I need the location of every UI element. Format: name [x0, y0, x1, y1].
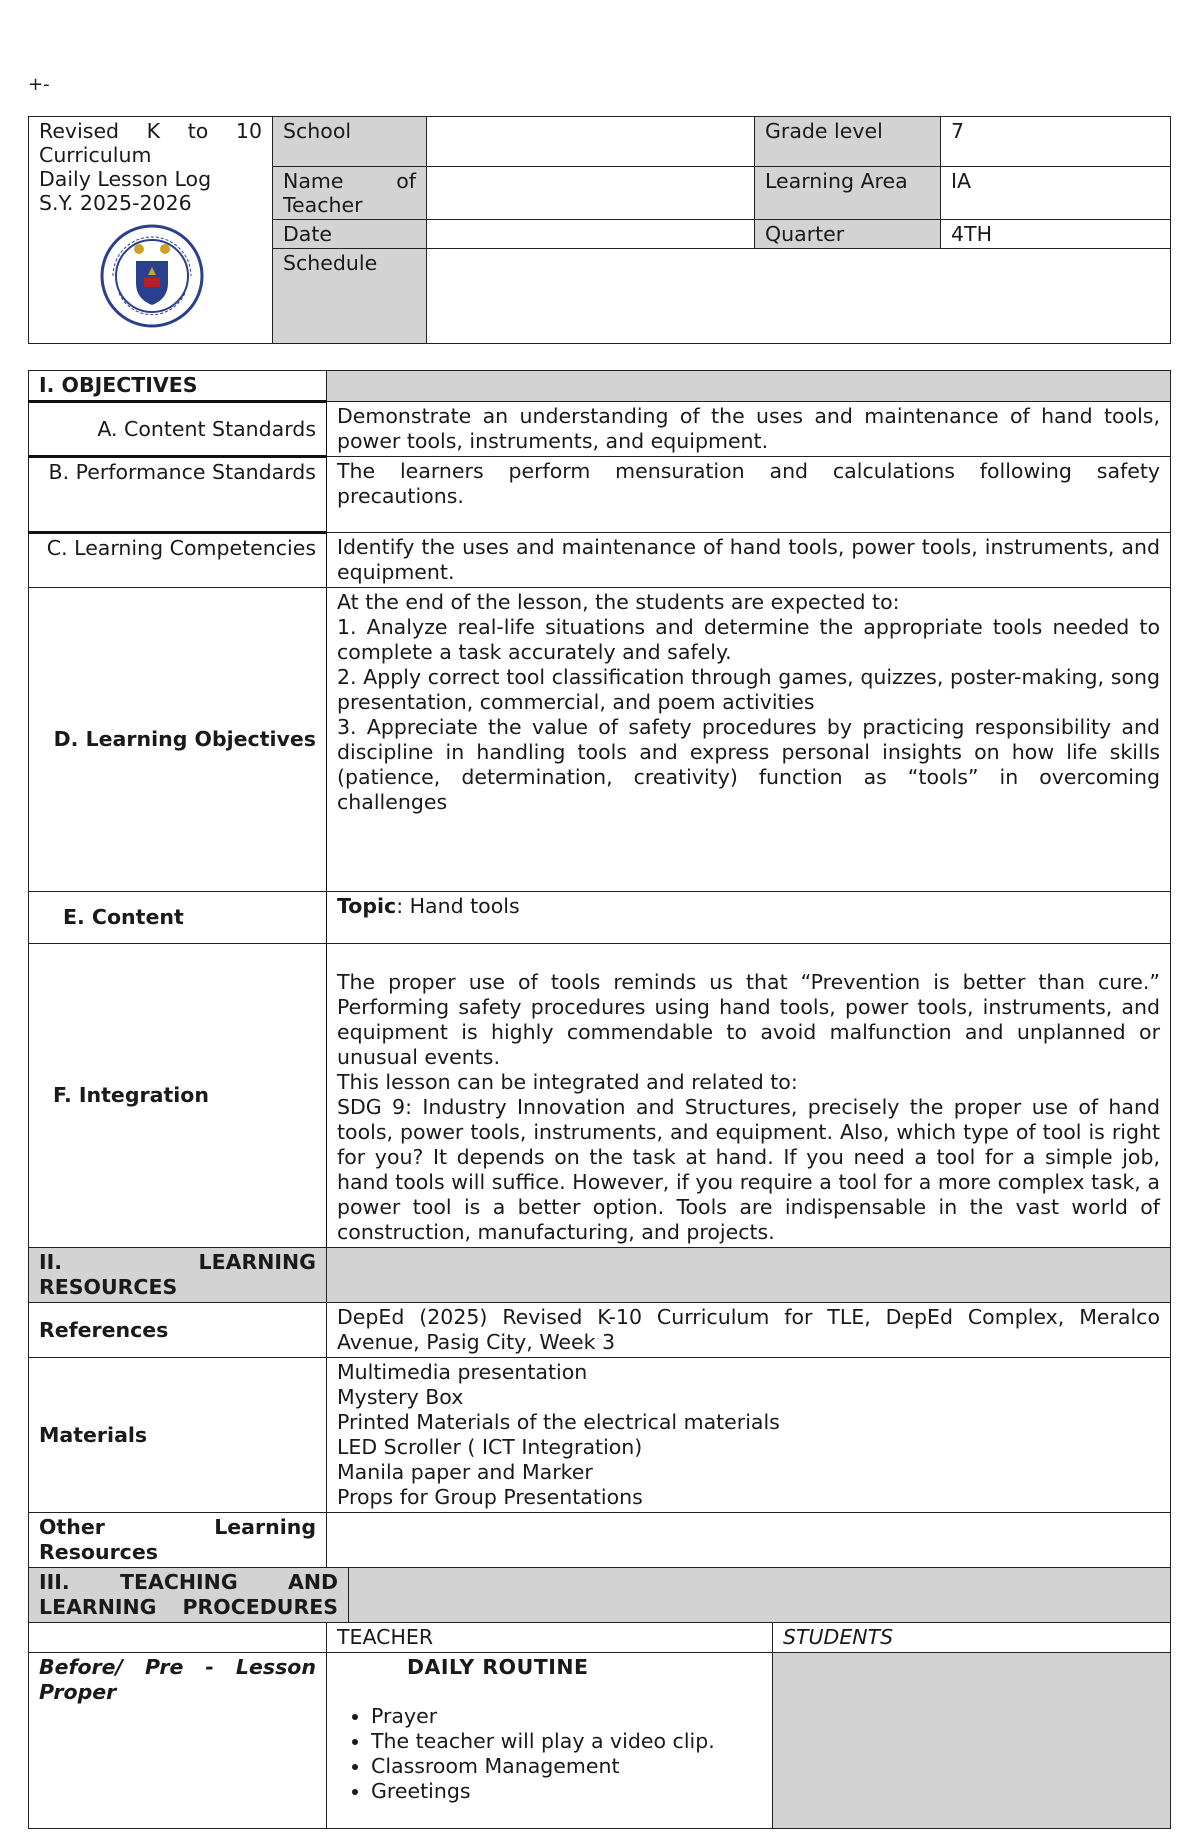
top-mark: +-: [28, 74, 50, 95]
performance-standards-value: The learners perform mensuration and calculations following safety precautions.: [327, 457, 1171, 533]
material-item: Manila paper and Marker: [337, 1460, 593, 1484]
material-item: Printed Materials of the electrical materials: [337, 1410, 780, 1434]
objectives-intro: At the end of the lesson, the students are expected to:: [337, 590, 900, 614]
date-value[interactable]: [427, 220, 755, 249]
teacher-value[interactable]: [427, 167, 755, 220]
procedures-heading: III. TEACHING AND LEARNING PROCEDURES: [29, 1568, 349, 1623]
performance-standards-label-text: B. Performance Standards: [48, 460, 316, 484]
other-resources-label: Other Learning Resources: [29, 1513, 327, 1568]
school-label: School: [273, 117, 427, 167]
content-standards-label: A. Content Standards: [29, 402, 327, 457]
routine-item: • Prayer: [371, 1704, 762, 1729]
routine-item: • Classroom Management: [371, 1754, 762, 1779]
objective-2: 2. Apply correct tool classification through games, quizzes, poster-making, song presentation, commercial, and poem activities: [337, 665, 1160, 714]
before-lesson-label-text: Before/ Pre - Lesson Proper: [39, 1655, 316, 1704]
references-value: DepEd (2025) Revised K-10 Curriculum for TLE, DepEd Complex, Meralco Avenue, Pasig City, Week 3: [327, 1303, 1171, 1358]
material-item: Props for Group Presentations: [337, 1485, 643, 1509]
topic-label: Topic: [337, 894, 397, 918]
procedures-blank-cell: [29, 1623, 327, 1653]
grade-level-label: Grade level: [755, 117, 941, 167]
learning-resources-heading: [29, 1248, 327, 1303]
school-value[interactable]: [427, 117, 755, 167]
routine-list: [337, 1704, 762, 1804]
students-activities: [773, 1653, 1171, 1829]
materials-list: [327, 1358, 1171, 1513]
material-item: LED Scroller ( ICT Integration): [337, 1435, 643, 1459]
routine-item: • The teacher will play a video clip.: [371, 1729, 762, 1754]
curriculum-title: Revised K to 10 Curriculum: [39, 119, 262, 167]
schedule-value[interactable]: [427, 249, 1171, 344]
objectives-heading-fill: [327, 371, 1171, 402]
daily-lesson-log-title: Daily Lesson Log: [39, 167, 212, 191]
quarter-label: Quarter: [755, 220, 941, 249]
other-resources-value: [327, 1513, 1171, 1568]
content-standards-value: Demonstrate an understanding of the uses and maintenance of hand tools, power tools, instruments, and equipment.: [327, 402, 1171, 457]
school-year: S.Y. 2025-2026: [39, 191, 192, 215]
objective-3: 3. Appreciate the value of safety procedures by practicing responsibility and discipline in handling tools and express personal insights on how life skills (patience, determination, creativity) function as “tools” in overcoming challenges: [337, 715, 1160, 814]
grade-level-value: 7: [941, 117, 1171, 167]
material-item: Mystery Box: [337, 1385, 464, 1409]
lesson-table: [28, 370, 1171, 1829]
teacher-column-header: TEACHER: [327, 1623, 773, 1653]
references-label: References: [29, 1303, 327, 1358]
content-label: E. Content: [29, 892, 327, 944]
title-cell: [29, 117, 273, 344]
date-label: Date: [273, 220, 427, 249]
students-column-header: STUDENTS: [773, 1623, 1171, 1653]
material-item: Multimedia presentation: [337, 1360, 588, 1384]
learning-resources-heading-text: II. LEARNING RESOURCES: [39, 1250, 316, 1299]
integration-paragraph-1: The proper use of tools reminds us that “Prevention is better than cure.” Performing safety procedures using hand tools, power tools, instruments, and equipment is highly commendable to avoid malfunction and unplanned or unusual events.: [337, 970, 1160, 1069]
learning-competencies-value: Identify the uses and maintenance of hand tools, power tools, instruments, and equipment.: [327, 533, 1171, 588]
learning-area-label: Learning Area: [755, 167, 941, 220]
learning-objectives-value: [327, 588, 1171, 892]
integration-paragraph-3: SDG 9: Industry Innovation and Structures, precisely the proper use of hand tools, power tools, instruments, and equipment. Also, which type of tool is right for you? It depends on the task at hand. If you need a tool for a simple job, hand tools will suffice. However, if you require a tool for a more complex task, a power tool is a better option. Tools are indispensable in the vast world of construction, manufacturing, and projects.: [337, 1095, 1160, 1244]
content-value: [327, 892, 1171, 944]
teacher-activities: [327, 1653, 773, 1829]
materials-label: Materials: [29, 1358, 327, 1513]
learning-objectives-label: D. Learning Objectives: [29, 588, 327, 892]
learning-competencies-label: C. Learning Competencies: [29, 533, 327, 588]
teacher-label: Name of Teacher: [273, 167, 427, 220]
deped-seal-icon: [99, 223, 205, 329]
learning-area-value: IA: [941, 167, 1171, 220]
daily-routine-title: DAILY ROUTINE: [407, 1655, 589, 1679]
schedule-label: Schedule: [273, 249, 427, 344]
procedures-heading-fill: [349, 1568, 1171, 1623]
learning-resources-heading-fill: [327, 1248, 1171, 1303]
integration-value: [327, 944, 1171, 1248]
objectives-heading: I. OBJECTIVES: [29, 371, 327, 402]
header-table: [28, 116, 1171, 344]
topic-value: : Hand tools: [396, 894, 520, 918]
quarter-value: 4TH: [941, 220, 1171, 249]
integration-paragraph-2: This lesson can be integrated and related to:: [337, 1070, 798, 1094]
objective-1: 1. Analyze real-life situations and determine the appropriate tools needed to complete a task accurately and safely.: [337, 615, 1160, 664]
routine-item: • Greetings: [371, 1779, 762, 1804]
performance-standards-label: [29, 457, 327, 533]
before-lesson-label: [29, 1653, 327, 1829]
integration-label: F. Integration: [29, 944, 327, 1248]
